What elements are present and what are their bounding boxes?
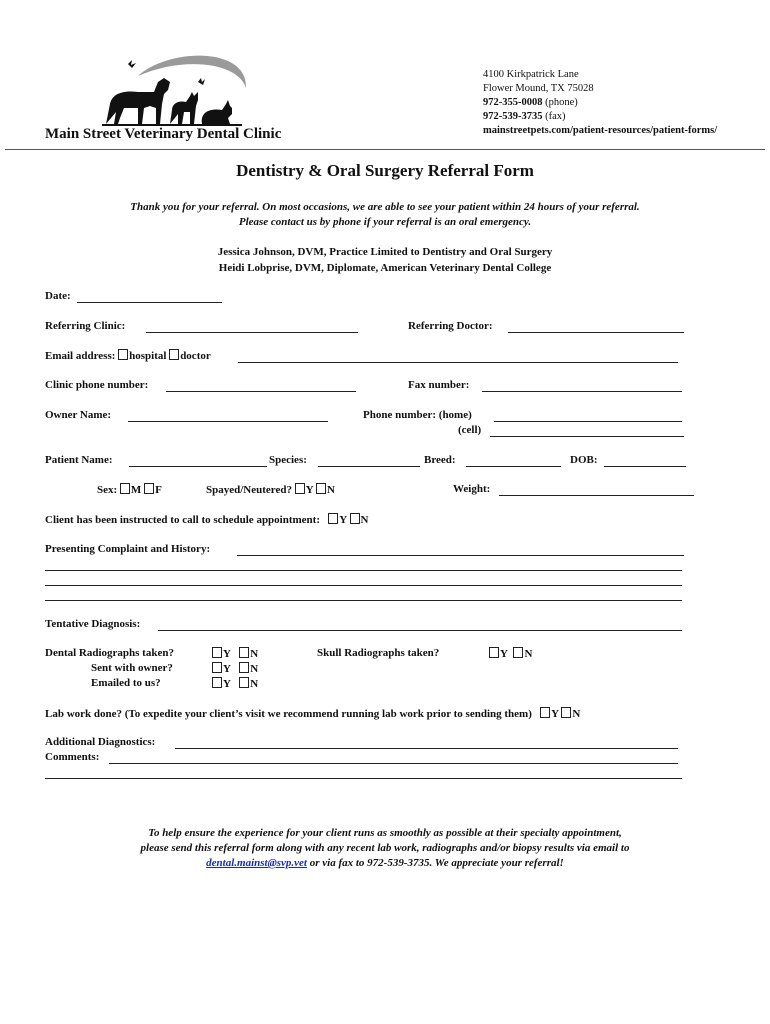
breed-field[interactable] — [466, 466, 561, 467]
patient-name-field[interactable] — [129, 466, 267, 467]
sex-row — [97, 483, 162, 496]
sex-m-label: M — [130, 484, 142, 496]
dob-field[interactable] — [604, 466, 686, 467]
emailed-to-us-yes-label: Y — [223, 678, 231, 690]
skull-rads-no-label: N — [524, 648, 533, 660]
spayed-yes-checkbox[interactable] — [295, 483, 305, 494]
phone-suffix: (phone) — [542, 97, 578, 108]
address-line-1: 4100 Kirkpatrick Lane — [483, 69, 579, 80]
referring-clinic-field[interactable] — [146, 332, 358, 333]
comments-label: Comments: — [45, 751, 100, 763]
client-instructed-no-label: N — [360, 514, 369, 526]
dog-silhouette — [106, 78, 170, 124]
client-instructed-row — [45, 513, 369, 526]
lab-work-no-checkbox[interactable] — [561, 707, 571, 718]
website-link[interactable]: mainstreetpets.com/patient-resources/patient-forms/ — [483, 125, 718, 136]
weight-field[interactable] — [499, 495, 694, 496]
dental-rads-no-label: N — [250, 648, 259, 660]
skull-rads-no-checkbox[interactable] — [513, 647, 523, 658]
footer-line-2: please send this referral form along with any recent lab work, radiographs and/or biopsy results via email to — [140, 842, 630, 854]
bird-icon — [128, 60, 136, 68]
sent-with-owner-no-label: N — [250, 663, 259, 675]
owner-name-label: Owner Name: — [45, 409, 112, 421]
header-divider — [5, 149, 765, 150]
butterfly-icon — [198, 78, 205, 85]
spayed-row — [206, 483, 335, 496]
emailed-to-us-yes-checkbox[interactable] — [212, 677, 222, 688]
emailed-to-us-no-label: N — [250, 678, 259, 690]
tentative-diagnosis-field[interactable] — [158, 630, 682, 631]
fax-line — [483, 110, 717, 124]
client-instructed-no-checkbox[interactable] — [350, 513, 360, 524]
species-field[interactable] — [318, 466, 420, 467]
email-field[interactable] — [238, 362, 678, 363]
species-label: Species: — [269, 454, 307, 466]
emailed-to-us-yn — [212, 677, 258, 690]
client-instructed-yes-checkbox[interactable] — [328, 513, 338, 524]
email-hospital-checkbox[interactable] — [118, 349, 128, 360]
sent-with-owner-label: Sent with owner? — [91, 662, 173, 674]
presenting-complaint-line-4[interactable] — [45, 600, 682, 601]
skull-rads-yn — [489, 647, 532, 660]
email-label: Email address: — [45, 350, 116, 362]
patient-name-label: Patient Name: — [45, 454, 113, 466]
clinic-name: Main Street Veterinary Dental Clinic — [45, 126, 282, 142]
breed-label: Breed: — [424, 454, 456, 466]
email-hospital-label: hospital — [129, 350, 167, 362]
date-label: Date: — [45, 290, 71, 302]
sent-with-owner-yes-label: Y — [223, 663, 231, 675]
doctor-1: Jessica Johnson, DVM, Practice Limited to Dentistry and Oral Surgery — [217, 246, 553, 258]
email-row — [45, 349, 211, 362]
spayed-label: Spayed/Neutered? — [206, 484, 292, 496]
fax-number-label: Fax number: — [408, 379, 470, 391]
referring-doctor-label: Referring Doctor: — [408, 320, 493, 332]
tentative-diagnosis-label: Tentative Diagnosis: — [45, 618, 141, 630]
phone-home-field[interactable] — [494, 421, 682, 422]
phone-cell-label: (cell) — [458, 424, 482, 436]
date-field[interactable] — [77, 302, 222, 303]
lab-work-row — [45, 707, 580, 720]
clinic-phone-label: Clinic phone number: — [45, 379, 149, 391]
client-instructed-label: Client has been instructed to call to schedule appointment: — [45, 514, 320, 526]
lab-work-yes-label: Y — [551, 708, 559, 720]
footer-line-3-rest: or via fax to 972-539-3735. We appreciate your referral! — [306, 857, 564, 869]
lab-work-no-label: N — [572, 708, 581, 720]
phone-cell-field[interactable] — [490, 436, 684, 437]
clinic-address — [483, 68, 717, 138]
sent-with-owner-no-checkbox[interactable] — [239, 662, 249, 673]
owner-name-field[interactable] — [128, 421, 328, 422]
dob-label: DOB: — [570, 454, 598, 466]
phone-home-label: Phone number: (home) — [363, 409, 472, 421]
spayed-no-label: N — [327, 484, 335, 496]
intro-line-2: Please contact us by phone if your referral is an oral emergency. — [238, 216, 532, 228]
doctor-2: Heidi Lobprise, DVM, Diplomate, American Veterinary Dental College — [218, 262, 552, 274]
doctors-list — [0, 244, 770, 276]
footer-note — [0, 826, 770, 871]
sex-m-checkbox[interactable] — [120, 483, 130, 494]
email-doctor-label: doctor — [180, 350, 211, 362]
sent-with-owner-yes-checkbox[interactable] — [212, 662, 222, 673]
phone-number: 972-355-0008 — [483, 97, 543, 108]
skull-radiographs-label: Skull Radiographs taken? — [317, 647, 440, 659]
client-instructed-yes-label: Y — [339, 514, 347, 526]
fax-number-field[interactable] — [482, 391, 682, 392]
dental-rads-yes-checkbox[interactable] — [212, 647, 222, 658]
skull-rads-yes-checkbox[interactable] — [489, 647, 499, 658]
spayed-yes-label: Y — [305, 484, 314, 496]
presenting-complaint-field[interactable] — [237, 555, 684, 556]
weight-label: Weight: — [453, 483, 491, 495]
dental-rads-yn — [212, 647, 258, 660]
address-line-2: Flower Mound, TX 75028 — [483, 83, 594, 94]
email-doctor-checkbox[interactable] — [169, 349, 179, 360]
presenting-complaint-line-3[interactable] — [45, 585, 682, 586]
clinic-logo — [98, 48, 258, 128]
additional-diagnostics-label: Additional Diagnostics: — [45, 736, 156, 748]
cat-silhouette — [170, 92, 198, 124]
lab-work-yes-checkbox[interactable] — [540, 707, 550, 718]
lab-work-label: Lab work done? (To expedite your client’s visit we recommend running lab work prior to sending them) — [45, 708, 532, 720]
dental-rads-yes-label: Y — [223, 648, 231, 660]
dental-radiographs-label: Dental Radiographs taken? — [45, 647, 174, 659]
referring-clinic-label: Referring Clinic: — [45, 320, 126, 332]
footer-line-1: To help ensure the experience for your client runs as smoothly as possible at their specialty appointment, — [148, 827, 622, 839]
dental-rads-no-checkbox[interactable] — [239, 647, 249, 658]
emailed-to-us-label: Emailed to us? — [91, 677, 161, 689]
additional-diagnostics-field[interactable] — [175, 748, 678, 749]
sent-with-owner-yn — [212, 662, 258, 675]
sex-f-label: F — [155, 484, 162, 496]
phone-line — [483, 96, 717, 110]
clinic-phone-field[interactable] — [166, 391, 356, 392]
presenting-complaint-line-2[interactable] — [45, 570, 682, 571]
sex-f-checkbox[interactable] — [144, 483, 154, 494]
form-title: Dentistry & Oral Surgery Referral Form — [236, 161, 534, 180]
skull-rads-yes-label: Y — [500, 648, 508, 660]
rabbit-silhouette — [202, 100, 232, 124]
emailed-to-us-no-checkbox[interactable] — [239, 677, 249, 688]
fax-suffix: (fax) — [542, 111, 566, 122]
comments-field[interactable] — [109, 763, 678, 764]
footer-email-link[interactable]: dental.mainst@svp.vet — [206, 857, 307, 869]
footer-line-3 — [0, 856, 770, 871]
referring-doctor-field[interactable] — [508, 332, 684, 333]
sex-label: Sex: — [97, 484, 118, 496]
intro-line-1: Thank you for your referral. On most occasions, we are able to see your patient within 24 hours of your referral. — [130, 201, 640, 213]
intro-text — [0, 200, 770, 230]
comments-line-2[interactable] — [45, 778, 682, 779]
fax-number: 972-539-3735 — [483, 111, 543, 122]
spayed-no-checkbox[interactable] — [316, 483, 326, 494]
presenting-complaint-label: Presenting Complaint and History: — [45, 543, 211, 555]
logo-swoosh — [138, 56, 246, 88]
